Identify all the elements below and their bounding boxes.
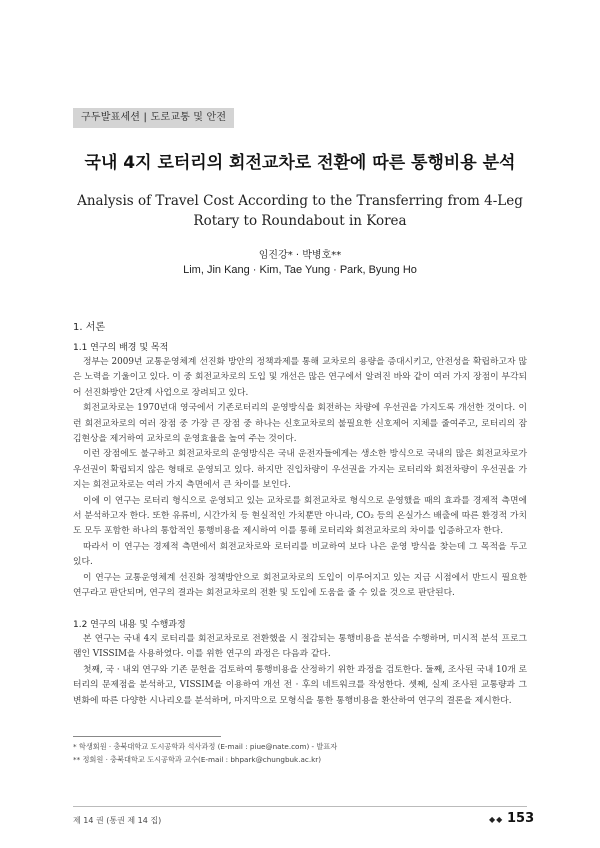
paragraph: 정부는 2009년 교통운영체계 선진화 방안의 정책과제를 통해 교차로의 용량을 증대시키고, 안전성을 확립하고자 많은 노력을 기울이고 있다. 이 중 회전교차로의 도입 및 개선은 많은 연구에서 알려진 바와 같이 여러 가지 장점이 부각되어 선진화방안 2단계 사업으로 장려되고 있다. xyxy=(73,357,527,398)
subsection-heading-background: 1.1 연구의 배경 및 목적 xyxy=(73,343,169,353)
footer-divider xyxy=(73,806,527,807)
subsection-heading-content: 1.2 연구의 내용 및 수행과정 xyxy=(73,620,186,630)
paragraph: 따라서 이 연구는 경제적 측면에서 회전교차로와 로터리를 비교하여 보다 나은 운영 방식을 찾는데 그 목적을 두고 있다. xyxy=(73,541,527,568)
footer-diamond-icon: ◆◆ xyxy=(489,815,504,824)
section-heading-introduction: 1. 서론 xyxy=(73,322,106,333)
footer-volume: 제 14 권 (통권 제 14 집) xyxy=(73,816,162,825)
authors-english: Lim, Jin Kang · Kim, Tae Yung · Park, Byung Ho xyxy=(183,264,417,276)
title-english: Analysis of Travel Cost According to the Transferring from 4-Leg Rotary to Roundabout in Korea xyxy=(77,193,523,229)
body-text-background xyxy=(73,355,527,602)
paragraph: 첫째, 국 · 내외 연구와 기존 문헌을 검토하여 통행비용을 산정하기 위한 과정을 검토한다. 둘째, 조사된 국내 10개 로터리의 문제점을 분석하고, VISSIM을 이용하여 개선 전 · 후의 네트워크를 작성한다. 셋째, 실제 조사된 교통량과 그 변화에 따른 다양한 시나리오를 분석하며, 마지막으로 모형식을 통한 통행비용을 환산하여 연구의 결론을 제시한다. xyxy=(73,664,527,706)
paragraph: 이 연구는 교통운영체계 선진화 정책방안으로 회전교차로의 도입이 이루어지고 있는 지금 시점에서 반드시 필요한 연구라고 판단되며, 연구의 결과는 회전교차로의 전환 및 도입에 도움을 줄 수 있을 것으로 판단된다. xyxy=(73,572,527,599)
body-text-content xyxy=(73,632,527,709)
footnote-1: * 학생회원 · 충북대학교 도시공학과 석사과정 (E-mail : piue@nate.com) - 발표자 xyxy=(73,742,338,751)
title-korean: 국내 4지 로터리의 회전교차로 전환에 따른 통행비용 분석 xyxy=(84,153,516,173)
footnote-2: ** 정회원 · 충북대학교 도시공학과 교수(E-mail : bhpark@chungbuk.ac.kr) xyxy=(73,755,322,764)
authors-korean: 임진강* · 박병호** xyxy=(258,250,342,261)
footnote-divider xyxy=(73,736,221,737)
paragraph: 이런 장점에도 불구하고 회전교차로의 운영방식은 국내 운전자들에게는 생소한 방식으로 국내의 많은 회전교차로가 우선권이 확립되지 않은 형태로 운영되고 있다. 하지만 진입차량이 우선권을 가지는 로터리와 회전차량이 우선권을 가지는 회전교차로는 여러 가지 측면에서 큰 차이를 보인다. xyxy=(73,449,527,491)
paragraph: 회전교차로는 1970년대 영국에서 기존로터리의 운영방식을 회전하는 차량에 우선권을 가지도록 개선한 것이다. 이런 회전교차로의 여러 장점 중 가장 큰 장점 중 하나는 신호교차로의 불필요한 신호제어 지체를 줄여주고, 로터리의 잠김현상을 제거하여 교차로의 운영효율을 높여 주는 것이다. xyxy=(73,403,527,445)
paragraph: 이에 이 연구는 로터리 형식으로 운영되고 있는 교차로를 회전교차로 형식으로 운영했을 때의 효과를 경제적 측면에서 분석하고자 한다. 또한 유류비, 시간가치 등 현실적인 가치뿐만 아니라, CO₂ 등의 온실가스 배출에 따른 환경적 가치도 모두 포함한 하나의 통합적인 통행비용을 제시하여 이를 통해 로터리와 회전교차로의 차이를 입증하고자 한다. xyxy=(73,495,527,537)
paragraph: 본 연구는 국내 4지 로터리를 회전교차로로 전환했을 시 절감되는 통행비용을 분석을 수행하며, 미시적 분석 프로그램인 VISSIM을 사용하였다. 이를 위한 연구의 과정은 다음과 같다. xyxy=(73,634,527,660)
page-number: 153 xyxy=(507,811,535,826)
session-badge: 구두발표세션 | 도로교통 및 안전 xyxy=(73,108,234,128)
